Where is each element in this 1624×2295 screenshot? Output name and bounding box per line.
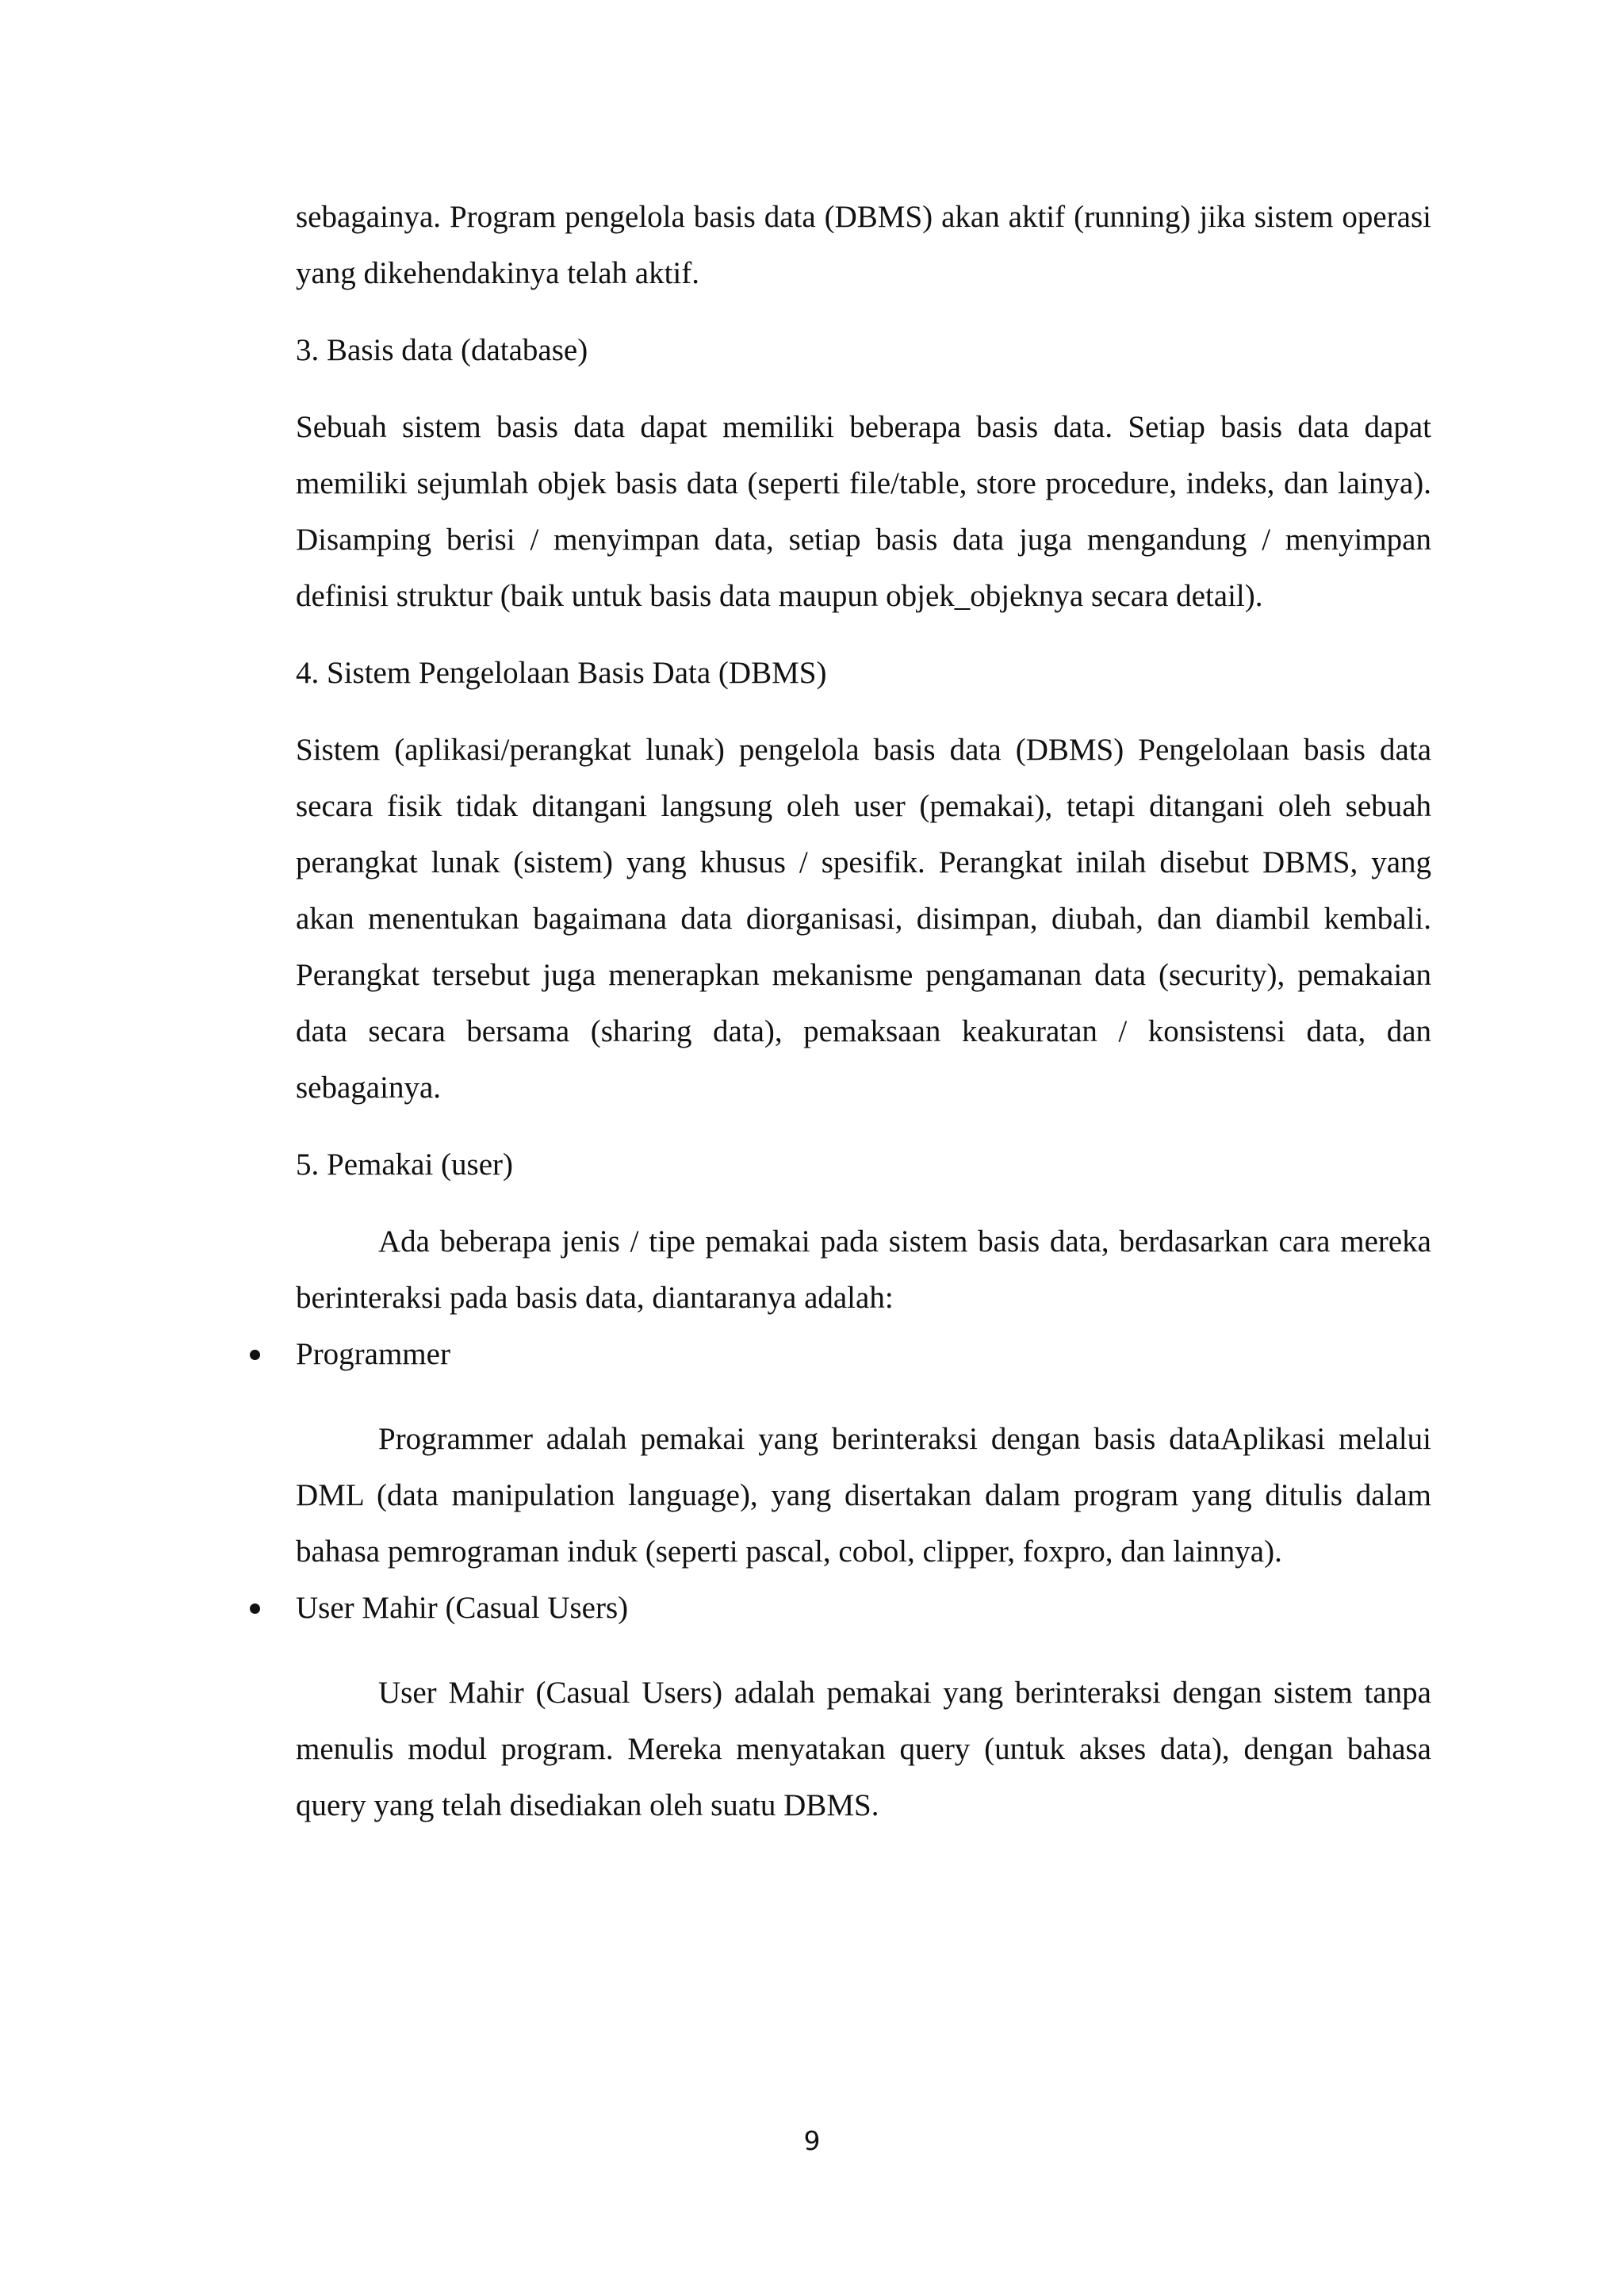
- paragraph-programmer: Programmer adalah pemakai yang berinteraksi dengan basis dataAplikasi melalui DML (data manipulation language), yang disertakan dalam program yang ditulis dalam bahasa pemrograman induk (seperti pascal, cobol, clipper, foxpro, dan lainnya).: [296, 1422, 1431, 1569]
- paragraph-dbms-running: sebagainya. Program pengelola basis data (DBMS) akan aktif (running) jika sistem operasi yang dikehendakinya telah aktif.: [296, 200, 1431, 290]
- page-content: [296, 189, 1431, 1833]
- bullet-item-programmer: [296, 1326, 1431, 1382]
- paragraph-user-mahir: User Mahir (Casual Users) adalah pemakai yang berinteraksi dengan sistem tanpa menulis modul program. Mereka menyatakan query (untuk akses data), dengan bahasa query yang telah disediakan oleh suatu DBMS.: [296, 1676, 1431, 1822]
- bullet-label-programmer: Programmer: [296, 1337, 450, 1371]
- bullet-dot-icon: [250, 1603, 260, 1614]
- bullet-dot-icon: [250, 1350, 260, 1360]
- heading-basis-data: 3. Basis data (database): [296, 333, 588, 367]
- bullet-label-user-mahir: User Mahir (Casual Users): [296, 1591, 629, 1625]
- heading-pemakai: 5. Pemakai (user): [296, 1148, 513, 1182]
- paragraph-sistem-pengelolaan: Sistem (aplikasi/perangkat lunak) pengelola basis data (DBMS) Pengelolaan basis data secara fisik tidak ditangani langsung oleh user (pemakai), tetapi ditangani oleh sebuah perangkat lunak (sistem) yang khusus / spesifik. Perangkat inilah disebut DBMS, yang akan menentukan bagaimana data diorganisasi, disimpan, diubah, dan diambil kembali. Perangkat tersebut juga menerapkan mekanisme pengamanan data (security), pemakaian data secara bersama (sharing data), pemaksaan keakuratan / konsistensi data, dan sebagainya.: [296, 733, 1431, 1105]
- bullet-item-user-mahir: [296, 1580, 1431, 1636]
- page-number: 9: [803, 2125, 821, 2156]
- paragraph-jenis-pemakai: Ada beberapa jenis / tipe pemakai pada sistem basis data, berdasarkan cara mereka berinteraksi pada basis data, diantaranya adalah:: [296, 1224, 1431, 1315]
- paragraph-basis-data: Sebuah sistem basis data dapat memiliki beberapa basis data. Setiap basis data dapat memiliki sejumlah objek basis data (seperti file/table, store procedure, indeks, dan lainya). Disamping berisi / menyimpan data, setiap basis data juga mengandung / menyimpan definisi struktur (baik untuk basis data maupun objek_objeknya secara detail).: [296, 410, 1431, 613]
- heading-sistem-pengelolaan: 4. Sistem Pengelolaan Basis Data (DBMS): [296, 656, 827, 690]
